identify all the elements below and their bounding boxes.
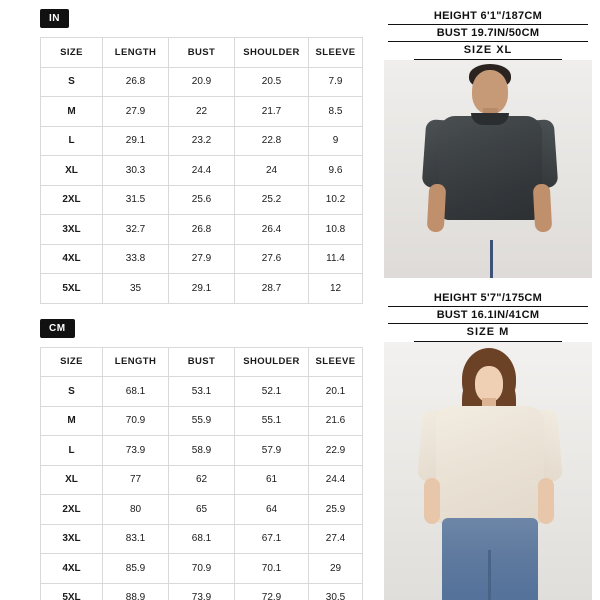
table-row — [41, 185, 363, 215]
cell-shoulder: 28.7 — [235, 274, 309, 304]
cell-bust: 20.9 — [169, 67, 235, 97]
unit-badge-in: IN — [40, 9, 69, 28]
cell-shoulder: 61 — [235, 465, 309, 495]
table-row — [41, 67, 363, 97]
cell-size: S — [41, 67, 103, 97]
models-column — [384, 6, 592, 600]
cell-bust: 25.6 — [169, 185, 235, 215]
model-bust-male: BUST 19.7IN/50CM — [388, 25, 588, 42]
cell-size: M — [41, 97, 103, 127]
cell-sleeve: 21.6 — [309, 406, 363, 436]
table-row — [41, 97, 363, 127]
arm-left-shape — [427, 184, 446, 233]
table-row — [41, 156, 363, 186]
cell-length: 33.8 — [103, 244, 169, 274]
cell-shoulder: 20.5 — [235, 67, 309, 97]
cell-bust: 73.9 — [169, 583, 235, 600]
table-row — [41, 244, 363, 274]
cell-size: L — [41, 436, 103, 466]
cell-size: 3XL — [41, 215, 103, 245]
cell-bust: 23.2 — [169, 126, 235, 156]
model-photo-male — [384, 60, 592, 278]
cell-shoulder: 72.9 — [235, 583, 309, 600]
cell-sleeve: 11.4 — [309, 244, 363, 274]
cell-shoulder: 26.4 — [235, 215, 309, 245]
col-size: SIZE — [41, 38, 103, 68]
cell-sleeve: 9.6 — [309, 156, 363, 186]
unit-badge-cm: CM — [40, 319, 75, 338]
cell-bust: 29.1 — [169, 274, 235, 304]
cell-size: XL — [41, 465, 103, 495]
cell-size: 2XL — [41, 185, 103, 215]
size-table-cm — [40, 347, 363, 600]
tshirt-shape — [436, 406, 544, 524]
cell-bust: 27.9 — [169, 244, 235, 274]
col-sleeve: SLEEVE — [309, 38, 363, 68]
cell-bust: 22 — [169, 97, 235, 127]
cell-length: 29.1 — [103, 126, 169, 156]
model-photo-female — [384, 342, 592, 600]
cell-size: S — [41, 377, 103, 407]
cell-sleeve: 25.9 — [309, 495, 363, 525]
table-row — [41, 524, 363, 554]
cell-sleeve: 30.5 — [309, 583, 363, 600]
col-sleeve: SLEEVE — [309, 347, 363, 377]
cell-sleeve: 22.9 — [309, 436, 363, 466]
col-shoulder: SHOULDER — [235, 347, 309, 377]
cell-sleeve: 27.4 — [309, 524, 363, 554]
cell-sleeve: 10.2 — [309, 185, 363, 215]
model-card-male — [384, 6, 592, 278]
model-height-male: HEIGHT 6'1"/187CM — [388, 8, 588, 25]
cell-sleeve: 10.8 — [309, 215, 363, 245]
cell-sleeve: 24.4 — [309, 465, 363, 495]
col-length: LENGTH — [103, 38, 169, 68]
cell-length: 30.3 — [103, 156, 169, 186]
cell-bust: 24.4 — [169, 156, 235, 186]
model-specs-male — [384, 6, 592, 60]
cell-sleeve: 20.1 — [309, 377, 363, 407]
table-row — [41, 554, 363, 584]
cell-bust: 26.8 — [169, 215, 235, 245]
col-length: LENGTH — [103, 347, 169, 377]
cell-size: 3XL — [41, 524, 103, 554]
cell-shoulder: 27.6 — [235, 244, 309, 274]
tables-column — [18, 8, 373, 600]
cell-sleeve: 8.5 — [309, 97, 363, 127]
arm-left-shape — [424, 478, 440, 524]
model-size-male: SIZE XL — [414, 42, 562, 60]
cell-length: 80 — [103, 495, 169, 525]
cell-shoulder: 64 — [235, 495, 309, 525]
cell-shoulder: 67.1 — [235, 524, 309, 554]
table-row — [41, 215, 363, 245]
cell-shoulder: 25.2 — [235, 185, 309, 215]
cell-size: L — [41, 126, 103, 156]
model-specs-female — [384, 288, 592, 342]
tshirt-shape — [439, 116, 542, 220]
table-row — [41, 377, 363, 407]
cell-size: 4XL — [41, 554, 103, 584]
cell-length: 27.9 — [103, 97, 169, 127]
cell-length: 88.9 — [103, 583, 169, 600]
cell-length: 26.8 — [103, 67, 169, 97]
arm-right-shape — [538, 478, 554, 524]
jeans-seam-shape — [490, 240, 493, 278]
cell-sleeve: 7.9 — [309, 67, 363, 97]
col-bust: BUST — [169, 347, 235, 377]
table-header-row — [41, 38, 363, 68]
cell-shoulder: 21.7 — [235, 97, 309, 127]
cell-shoulder: 52.1 — [235, 377, 309, 407]
cell-shoulder: 70.1 — [235, 554, 309, 584]
table-header-row — [41, 347, 363, 377]
cell-shoulder: 55.1 — [235, 406, 309, 436]
cell-bust: 65 — [169, 495, 235, 525]
table-row — [41, 495, 363, 525]
table-row — [41, 406, 363, 436]
face-shape — [475, 366, 503, 402]
table-row — [41, 465, 363, 495]
size-table-cm-block — [18, 318, 373, 600]
cell-sleeve: 12 — [309, 274, 363, 304]
table-row — [41, 126, 363, 156]
cell-size: 4XL — [41, 244, 103, 274]
cell-bust: 68.1 — [169, 524, 235, 554]
model-card-female — [384, 288, 592, 600]
cell-bust: 53.1 — [169, 377, 235, 407]
cell-shoulder: 22.8 — [235, 126, 309, 156]
cell-shoulder: 24 — [235, 156, 309, 186]
cell-sleeve: 29 — [309, 554, 363, 584]
cell-bust: 62 — [169, 465, 235, 495]
col-bust: BUST — [169, 38, 235, 68]
model-bust-female: BUST 16.1IN/41CM — [388, 307, 588, 324]
cell-length: 32.7 — [103, 215, 169, 245]
col-shoulder: SHOULDER — [235, 38, 309, 68]
cell-length: 35 — [103, 274, 169, 304]
cell-size: 5XL — [41, 583, 103, 600]
table-row — [41, 583, 363, 600]
jeans-seam-shape — [488, 550, 491, 600]
cell-shoulder: 57.9 — [235, 436, 309, 466]
cell-length: 85.9 — [103, 554, 169, 584]
cell-length: 70.9 — [103, 406, 169, 436]
cell-sleeve: 9 — [309, 126, 363, 156]
size-table-in-block — [18, 8, 373, 304]
cell-size: M — [41, 406, 103, 436]
cell-size: 2XL — [41, 495, 103, 525]
cell-length: 83.1 — [103, 524, 169, 554]
cell-size: 5XL — [41, 274, 103, 304]
cell-length: 31.5 — [103, 185, 169, 215]
col-size: SIZE — [41, 347, 103, 377]
cell-bust: 55.9 — [169, 406, 235, 436]
cell-bust: 70.9 — [169, 554, 235, 584]
cell-bust: 58.9 — [169, 436, 235, 466]
cell-length: 73.9 — [103, 436, 169, 466]
model-height-female: HEIGHT 5'7"/175CM — [388, 290, 588, 307]
cell-length: 77 — [103, 465, 169, 495]
table-row — [41, 274, 363, 304]
cell-size: XL — [41, 156, 103, 186]
cell-length: 68.1 — [103, 377, 169, 407]
size-table-in — [40, 37, 363, 304]
model-size-female: SIZE M — [414, 324, 562, 342]
table-row — [41, 436, 363, 466]
